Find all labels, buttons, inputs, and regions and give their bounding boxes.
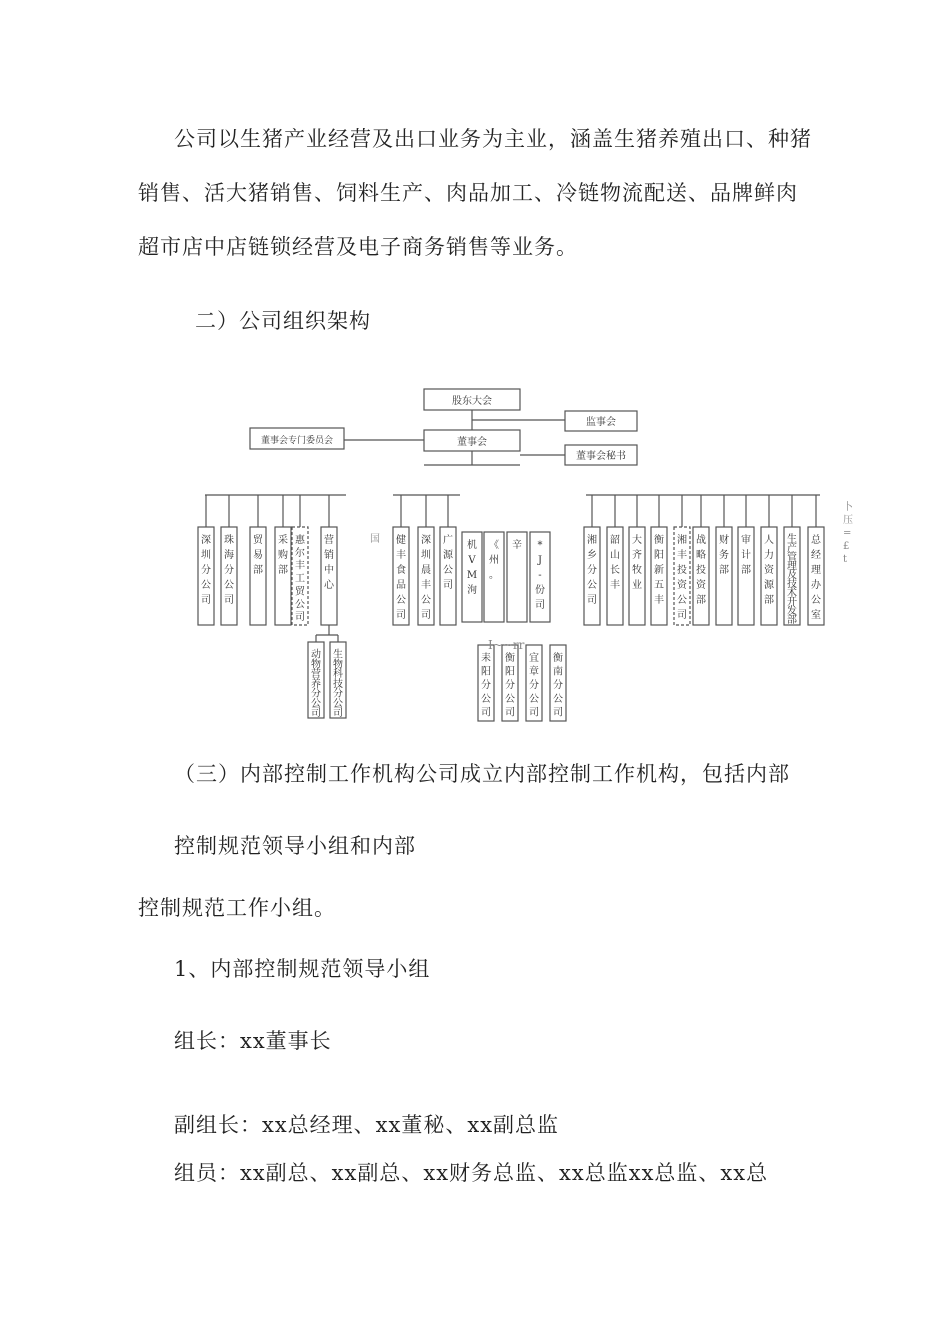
org-label-board-secretary: 董事会秘书 — [576, 451, 626, 462]
org-label-board: 董事会 — [457, 437, 487, 448]
org-right-4-label: 湘丰投资公司 — [677, 535, 687, 621]
org-left-sub-0-label: 动物营养分公司 — [311, 649, 321, 719]
section3-line2: 控制规范领导小组和内部 — [174, 834, 416, 858]
org-right-6-label: 财务部 — [719, 535, 729, 576]
org-label-shareholders: 股东大会 — [452, 396, 492, 407]
org-right-0-label: 湘乡分公司 — [587, 535, 597, 606]
section-heading-org-structure: 二）公司组织架构 — [195, 309, 371, 333]
org-left-sub-1-label: 生物科技分公司 — [333, 649, 343, 719]
section3-line3: 控制规范工作小组。 — [138, 896, 336, 920]
org-chart — [0, 370, 950, 740]
org-label-right-edge: 卜压= £ t — [843, 502, 853, 565]
org-mid-sub-3-label: 衡南分公司 — [553, 653, 563, 719]
org-mid-sub-1-label: 衡阳分公司 — [505, 653, 515, 719]
section3-line1: （三）内部控制工作机构公司成立内部控制工作机构，包括内部 — [174, 762, 790, 786]
org-mid-0-label: 健丰食品公司 — [396, 535, 406, 621]
org-mid-garbled-3-label: * J -份司 — [535, 540, 545, 611]
org-left-3-label: 采购部 — [278, 535, 288, 576]
org-mid-garbled-2-label: 辛 — [512, 540, 522, 551]
org-right-2-label: 大齐牧业 — [632, 535, 642, 591]
org-right-8-label: 人力资源部 — [764, 535, 774, 606]
org-left-0-label: 深圳分公司 — [201, 535, 211, 606]
org-right-5-label: 战略投资部 — [696, 535, 706, 606]
org-right-9-label: 生产管理及技术开发部 — [787, 534, 797, 626]
org-mid-sub-2-label: 宜章分公司 — [529, 653, 539, 719]
leader-group-leader: 组长：xx董事长 — [174, 1029, 332, 1053]
org-right-3-label: 衡阳新五丰 — [654, 535, 664, 606]
leader-group-heading: 1、内部控制规范领导小组 — [174, 957, 431, 981]
org-label-garbled-connector: I~~rr — [488, 638, 525, 652]
org-mid-garbled-0-label: 机 V M 洵 — [466, 540, 478, 596]
org-label-mid-prefix: 国 — [370, 534, 380, 545]
org-label-board-committee: 董事会专门委员会 — [260, 436, 334, 446]
org-mid-2-label: 广源公司 — [443, 535, 453, 591]
org-left-4-label: 惠尔丰工贸公司 — [295, 535, 305, 624]
leader-group-members: 组员：xx副总、xx副总、xx财务总监、xx总监xx总监、xx总 — [174, 1161, 769, 1185]
org-left-1-label: 珠海分公司 — [224, 535, 234, 606]
org-mid-sub-0-label: 耒阳分公司 — [481, 653, 491, 719]
org-label-supervisors: 监事会 — [586, 417, 616, 428]
org-right-10-label: 总经理办公室 — [811, 535, 821, 621]
intro-paragraph: 公司以生猪产业经营及出口业务为主业，涵盖生猪养殖出口、种猪销售、活大猪销售、饲料生产、肉品加工、冷链物流配送、品牌鲜肉超市店中店链锁经营及电子商务销售等业务。 — [138, 127, 812, 259]
org-left-2-label: 贸易部 — [253, 535, 263, 576]
org-left-5-label: 营销中心 — [324, 535, 334, 591]
org-right-1-label: 韶山长丰 — [610, 535, 620, 591]
org-mid-1-label: 深圳晨丰公司 — [421, 535, 431, 621]
org-mid-garbled-1-label: 《州。 — [489, 540, 499, 581]
leader-group-deputy: 副组长：xx总经理、xx董秘、xx副总监 — [174, 1113, 560, 1137]
org-right-7-label: 审计部 — [741, 535, 751, 576]
